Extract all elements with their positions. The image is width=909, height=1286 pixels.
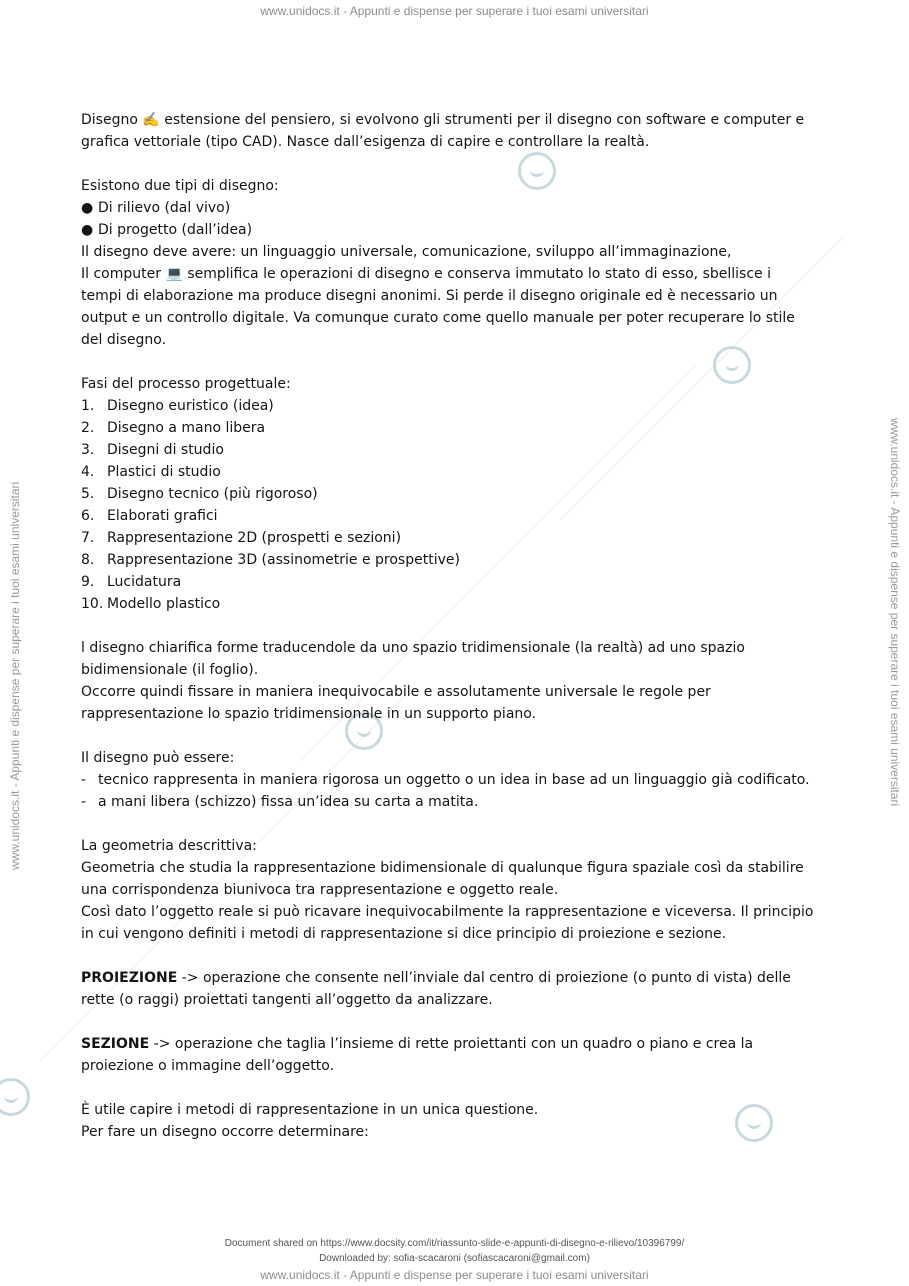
list-item: 1. Disegno euristico (idea) (81, 398, 274, 414)
paragraph-line: bidimensionale (il foglio). (81, 662, 259, 678)
paragraph-line: Occorre quindi fissare in maniera inequivocabile e assolutamente universale le regole per (81, 684, 711, 700)
list-item: ● Di rilievo (dal vivo) (81, 197, 841, 219)
watermark-left: www.unidocs.it - Appunti e dispense per superare i tuoi esami universitari (8, 481, 22, 870)
paragraph-line: La geometria descrittiva: (81, 838, 257, 854)
list-item: 2. Disegno a mano libera (81, 420, 266, 436)
paragraph-line: PROIEZIONE -> operazione che consente nell’inviale dal centro di proiezione (o punto di vista) delle (81, 970, 791, 986)
document-body (81, 109, 841, 1143)
paragraph-line: Il disegno può essere: (81, 750, 235, 766)
paragraph-line: del disegno. (81, 332, 167, 348)
paragraph-line: in cui vengono definiti i metodi di rappresentazione si dice principio di proiezione e sezione. (81, 926, 727, 942)
paragraph-line: Il disegno deve avere: un linguaggio universale, comunicazione, sviluppo all’immaginazione, (81, 244, 732, 260)
term-sezione: SEZIONE (81, 1036, 150, 1052)
paragraph-line: proiezione o immagine dell’oggetto. (81, 1058, 335, 1074)
watermark-bottom: www.unidocs.it - Appunti e dispense per superare i tuoi esami universitari (260, 1268, 649, 1282)
list-item: 5. Disegno tecnico (più rigoroso) (81, 486, 318, 502)
list-item: ● Di progetto (dall’idea) (81, 219, 841, 241)
paragraph-line: una corrispondenza biunivoca tra rappresentazione e oggetto reale. (81, 882, 559, 898)
paragraph-line: output e un controllo digitale. Va comunque curato come quello manuale per poter recuperare lo stile (81, 310, 795, 326)
dash-marker: - (81, 772, 87, 788)
list-item: 8. Rappresentazione 3D (assinometrie e prospettive) (81, 552, 460, 568)
paragraph-line: rappresentazione lo spazio tridimensionale in un supporto piano. (81, 706, 537, 722)
dash-marker: - (81, 794, 87, 810)
paragraph-line: l disegno chiarifica forme traducendole da uno spazio tridimensionale (la realtà) ad uno spazio (81, 640, 745, 656)
paragraph-line: SEZIONE -> operazione che taglia l’insieme di rette proiettanti con un quadro o piano e crea la (81, 1036, 754, 1052)
paragraph-line: Così dato l’oggetto reale si può ricavare inequivocabilmente la rappresentazione e viceversa. Il principio (81, 904, 814, 920)
paragraph-line: grafica vettoriale (tipo CAD). Nasce dall’esigenza di capire e controllare la realtà. (81, 134, 650, 150)
paragraph-line: tempi di elaborazione ma produce disegni anonimi. Si perde il disegno originale ed è necessario un (81, 288, 778, 304)
footer-shared-link[interactable]: Document shared on https://www.docsity.com/it/riassunto-slide-e-appunti-di-disegno-e-rilievo/10396799/ (224, 1238, 685, 1249)
list-item: - a mani libera (schizzo) fissa un’idea su carta a matita. (81, 791, 841, 813)
term-proiezione: PROIEZIONE (81, 970, 178, 986)
list-item: 3. Disegni di studio (81, 442, 224, 458)
bullet-icon: ● (81, 222, 94, 238)
list-item: - tecnico rappresenta in maniera rigorosa un oggetto o un idea in base ad un linguaggio già codificato. (81, 769, 841, 791)
paragraph-line: Geometria che studia la rappresentazione bidimensionale di qualunque figura spaziale così da stabilire (81, 860, 804, 876)
paragraph-line: Fasi del processo progettuale: (81, 376, 291, 392)
watermark-top: www.unidocs.it - Appunti e dispense per superare i tuoi esami universitari (260, 4, 649, 18)
paragraph-line: È utile capire i metodi di rappresentazione in un unica questione. (81, 1102, 539, 1118)
list-item: 4. Plastici di studio (81, 464, 221, 480)
list-item: 10. Modello plastico (81, 596, 221, 612)
watermark-logo-icon (0, 1078, 30, 1116)
paragraph-line: Il computer 💻 semplifica le operazioni di disegno e conserva immutato lo stato di esso, sbellisce i (81, 266, 771, 282)
paragraph-line: rette (o raggi) proiettati tangenti all’oggetto da analizzare. (81, 992, 493, 1008)
list-item: 9. Lucidatura (81, 574, 182, 590)
bullet-icon: ● (81, 200, 94, 216)
list-item: 7. Rappresentazione 2D (prospetti e sezioni) (81, 530, 402, 546)
list-item: 6. Elaborati grafici (81, 508, 218, 524)
footer-downloaded-by: Downloaded by: sofia-scacaroni (sofiascacaroni@gmail.com) (319, 1253, 590, 1264)
paragraph-line: Esistono due tipi di disegno: (81, 178, 279, 194)
watermark-right: www.unidocs.it - Appunti e dispense per superare i tuoi esami universitari (888, 418, 902, 807)
paragraph-line: Per fare un disegno occorre determinare: (81, 1124, 369, 1140)
paragraph-line: Disegno ✍️ estensione del pensiero, si evolvono gli strumenti per il disegno con software e computer e (81, 112, 805, 128)
